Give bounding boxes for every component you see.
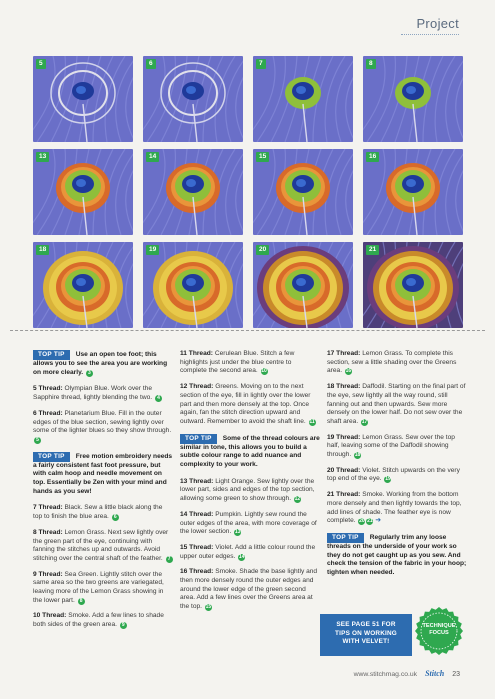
top-tip-box [33,350,173,377]
step-number-badge: 16 [366,152,379,162]
top-tip-box [180,434,320,470]
feather-eye-image [143,56,243,142]
section-rule [401,34,459,35]
step-number-badge: 7 [256,59,266,69]
step-11: 11 Thread: Cerulean Blue. Stitch a few highlights just under the blue centre to complete the second area. 10 [180,350,295,375]
page-footer [354,669,460,678]
step-photo [143,149,243,235]
top-tip-text: Use an open toe foot; this allows you to see the area you are working on more clearly. [33,351,168,376]
step-18: 18 Thread: Daffodil. Starting on the final part of the eye, sew lightly all the way round, still fanning out and then upwards. Sew more densely on the lower half. Do not sew over the shaft area. 17 [327,383,466,425]
step-ref-badge: 18 [354,452,361,459]
feather-eye-image [253,56,353,142]
step-ref-badge: 20 [359,518,365,525]
step-ref-badge: 16 [345,368,352,375]
step-ref-badge: 7 [166,556,173,563]
photo-grid [33,56,463,328]
step-ref-badge: 19 [385,476,391,483]
promo-line: TIPS ON WORKING [335,629,397,637]
step-photo [143,56,243,142]
step-number-badge: 6 [146,59,156,69]
step-number-badge: 15 [256,152,269,162]
step-number-badge: 5 [36,59,46,69]
column-2 [180,350,320,619]
step-20: 20 Thread: Violet. Stitch upwards on the very top end of the eye. 19 [327,466,460,483]
step-photo [363,242,463,328]
top-tip-text: Some of the thread colours are similar in tone, this allows you to build a subtle colour range to add nuance and complexity to your work. [180,434,320,469]
step-photo [33,242,133,328]
promo-box [320,614,412,656]
step-21: 21 Thread: Smoke. Working from the bottom more densely and then lightly towards the top, add lines of shade. The feather eye is now complete. 20 21 ➜ [327,491,462,525]
section-label: Project [416,16,459,31]
step-10: 10 Thread: Smoke. Add a few lines to shade both sides of the green area. 9 [33,612,164,629]
step-8: 8 Thread: Lemon Grass. Next sew lightly over the green part of the eye, continuing with fanning the stitches up and outwards. Avoid stitching over the central shaft of the feather. 7 [33,529,173,564]
step-12: 12 Thread: Greens. Moving on to the next section of the eye, fill in lightly over the lower part and then more densely at the top. Once again, fan the stitch direction upward and outward. Remember to avoid the shaft line. 11 [180,383,315,425]
step-ref-badge: 3 [86,370,93,377]
top-tip-tag: TOP TIP [33,452,70,462]
step-ref-badge: 13 [234,529,241,536]
step-ref-badge: 8 [78,598,85,605]
step-photo [33,56,133,142]
step-photo [143,242,243,328]
step-ref-badge: 17 [361,418,368,425]
top-tip-tag: TOP TIP [180,434,217,444]
step-15: 15 Thread: Violet. Add a little colour round the upper outer edges. 14 [180,543,316,560]
step-ref-badge: 14 [238,553,245,560]
step-ref-badge: 12 [294,496,301,503]
step-photo [253,149,353,235]
step-number-badge: 21 [366,245,379,255]
page-number: 23 [452,671,460,678]
top-tip-box [33,452,173,497]
step-ref-badge: 10 [261,368,267,375]
step-ref-badge: 6 [112,514,119,521]
step-photo [33,149,133,235]
footer-magazine: Stitch [425,669,445,678]
step-number-badge: 8 [366,59,376,69]
step-ref-badge: 9 [120,622,127,629]
step-number-badge: 14 [146,152,159,162]
top-tip-text: Free motion embroidery needs a fairly consistent fast foot pressure, but with calm hoop and needle movement on top. Essentially be Zen with your mind and hands as you sew! [33,452,173,495]
top-tip-tag: TOP TIP [33,350,70,360]
feather-eye-image [33,56,133,142]
step-19: 19 Thread: Lemon Grass. Sew over the top half, leaving some of the Daffodil showing through. 18 [327,433,455,459]
step-photo [363,56,463,142]
dashed-divider [10,330,485,331]
step-13: 13 Thread: Light Orange. Sew lightly over the lower part, sides and edges of the top section, allowing some green to show through. 12 [180,477,315,503]
step-7: 7 Thread: Black. Sew a little black along the top to finish the blue area. 6 [33,504,163,521]
seal-line: FOCUS [429,630,449,636]
step-5: 5 Thread: Olympian Blue. Work over the Sapphire thread, lightly blending the two. 4 [33,385,173,402]
promo-line: SEE PAGE 51 FOR [336,621,396,628]
step-photo [253,242,353,328]
arrow-right-icon: ➜ [375,517,382,525]
step-ref-badge: 11 [309,418,315,425]
top-tip-tag: TOP TIP [327,533,364,543]
step-photo [363,149,463,235]
step-number-badge: 20 [256,245,269,255]
technique-focus-seal [414,606,464,656]
feather-eye-image [363,56,463,142]
step-ref-badge: 4 [155,395,162,402]
column-3 [327,350,467,586]
step-14: 14 Thread: Pumpkin. Lightly sew round the outer edges of the area, with more coverage of the lower section. 13 [180,510,317,536]
top-tip-text: Regularly trim any loose threads on the underside of your work so they do not get caught up as you sew. And check the tension of the fabric in your hoop; tighten when needed. [327,533,467,577]
promo-line: WITH VELVET! [342,638,390,645]
step-number-badge: 13 [36,152,49,162]
step-6: 6 Thread: Planetarium Blue. Fill in the outer edges of the blue section, sewing lightly over some of the lighter blues so they show through. 5 [33,409,172,443]
column-1 [33,350,173,637]
step-17: 17 Thread: Lemon Grass. To complete this section, sew a little shading over the Greens area. 16 [327,350,457,375]
step-ref-badge: 5 [34,437,41,444]
step-ref-badge: 21 [367,518,373,525]
top-tip-box [327,533,467,578]
step-16: 16 Thread: Smoke. Shade the base lightly and then more densely round the outer edges and around the lower edge of the green second area. Add a few lines over the Greens area at the top. 15 [180,568,318,611]
step-photo [253,56,353,142]
seal-line: TECHNIQUE [422,623,456,629]
step-ref-badge: 15 [205,604,212,611]
step-9: 9 Thread: Sea Green. Lightly stitch over the same area so the two greens are variegated, leaving more of the Lemon Grass showing in the lower part. 8 [33,570,164,604]
step-number-badge: 19 [146,245,159,255]
step-number-badge: 18 [36,245,49,255]
footer-url: www.stitchmag.co.uk [353,671,418,678]
